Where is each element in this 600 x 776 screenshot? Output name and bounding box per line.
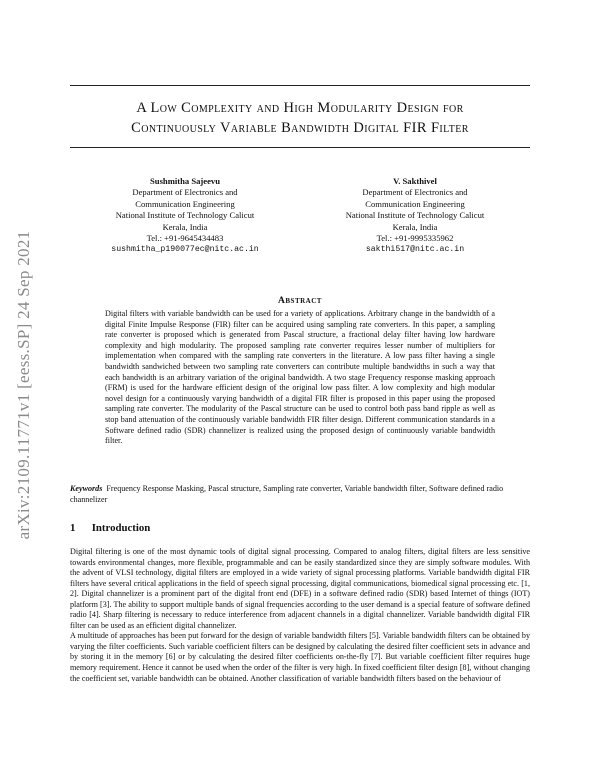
author-block [70, 176, 530, 266]
abstract-text: Digital filters with variable bandwidth can be used for a variety of applications. Arbitrary change in the bandwidth of a digital Finite Impulse Response (FIR) filter can be acquired using sampling rate converters. In this paper, a sampling rate converter is proposed which is generated from Pascal structure, a fractional delay filter having low hardware complexity and high modularity. The proposed sampling rate converter requires lesser number of multipliers for implementation when compared with the sampling rate converters in the literature. A low pass filter having a single bandwidth sandwiched between two sampling rate converters can contribute multiple bandwidths in such a way that each bandwidth is an arbitrary variation of the original bandwidth. A two stage Frequency response masking approach (FRM) is used for the hardware efficient design of the original low pass filter. A low complexity and high modular novel design for a continuously varying bandwidth of a digital FIR filter is proposed in this paper using the proposed sampling rate converter. The modularity of the Pascal structure can be used to control both pass band ripple as well as stop band attenuation of the continuously variable bandwidth FIR filter design. Different communication standards in a Software defined radio (SDR) channelizer is realized using the proposed design of continuously variable bandwidth filter. [105, 309, 495, 446]
author-department: Department of Electronics and [132, 187, 238, 198]
title-bottom-rule [70, 147, 530, 148]
author-department: Communication Engineering [365, 198, 465, 209]
section-heading [70, 522, 150, 534]
title-line-2: Continuously Variable Bandwidth Digital FIR Filter [131, 120, 469, 136]
author-department: Communication Engineering [135, 198, 235, 209]
author-department: Department of Electronics and [362, 187, 468, 198]
author-email: sakthi517@nitc.ac.in [365, 245, 465, 255]
author-1 [70, 176, 300, 256]
author-name: V. Sakthivel [393, 176, 437, 186]
author-email: sushmitha_p190077ec@nitc.ac.in [111, 245, 259, 255]
keywords [70, 484, 530, 505]
author-location: Kerala, India [162, 221, 208, 232]
paragraph: Digital filtering is one of the most dynamic tools of digital signal processing. Compared to analog filters, digital filters are less sensitive towards environmental changes, more flexible, programmable and can be easily standardized since they are simply software modules. With the advent of VLSI technology, digital filters are employed in a wide variety of signal processing platforms. Variable bandwidth digital FIR filters have several critical applications in the field of speech signal processing, digital communications, biomedical signal processing etc. [1, 2]. Digital channelizer is a prominent part of the digital front end (DFE) in a software defined radio (SDR) based Internet of things (IOT) platform [3]. The ability to support multiple bands of signal frequencies according to the user demand is a special feature of software defined radio [4]. Sharp filtering is necessary to reduce interference from adjacent channels in a digital channelizer. Variable bandwidth digital FIR filter can be used as an efficient digital channelizer. [70, 547, 530, 630]
introduction-body [70, 547, 530, 684]
title-top-rule [70, 85, 530, 86]
paper-title [70, 98, 530, 138]
paragraph: A multitude of approaches has been put forward for the design of variable bandwidth filters [5]. Variable bandwidth filters can be obtained by varying the filter coefficients. Such variable coefficient filters can be designed by calculating the desired filter coefficient sets in advance and by storing it in the memory [6] or by calculating the desired filter coefficients on-the-fly [7]. But variable coefficient filter requires huge memory requirement. Hence it cannot be used when the order of the filter is very high. In fixed coefficient filter design [8], without changing the coefficient set, variable bandwidth can be obtained. Another classification of variable bandwidth filters based on the behaviour of [70, 631, 530, 683]
author-location: Kerala, India [392, 221, 438, 232]
arxiv-identifier: arXiv:2109.11771v1 [eess.SP] 24 Sep 2021 [14, 230, 33, 540]
author-phone: Tel.: +91-9645434483 [146, 233, 224, 244]
title-line-1: A Low Complexity and High Modularity Design for [136, 100, 464, 116]
author-name: Sushmitha Sajeevu [150, 176, 220, 186]
author-institute: National Institute of Technology Calicut [115, 210, 255, 221]
author-phone: Tel.: +91-9995335962 [376, 233, 454, 244]
keywords-text: Frequency Response Masking, Pascal structure, Sampling rate converter, Variable bandwidth filter, Software defined radio channelizer [70, 484, 504, 504]
keywords-label: Keywords [70, 484, 103, 493]
author-institute: National Institute of Technology Calicut [345, 210, 485, 221]
section-number: 1 [70, 522, 76, 534]
section-title: Introduction [91, 522, 151, 534]
abstract-heading: Abstract [278, 296, 322, 306]
author-2 [300, 176, 530, 256]
